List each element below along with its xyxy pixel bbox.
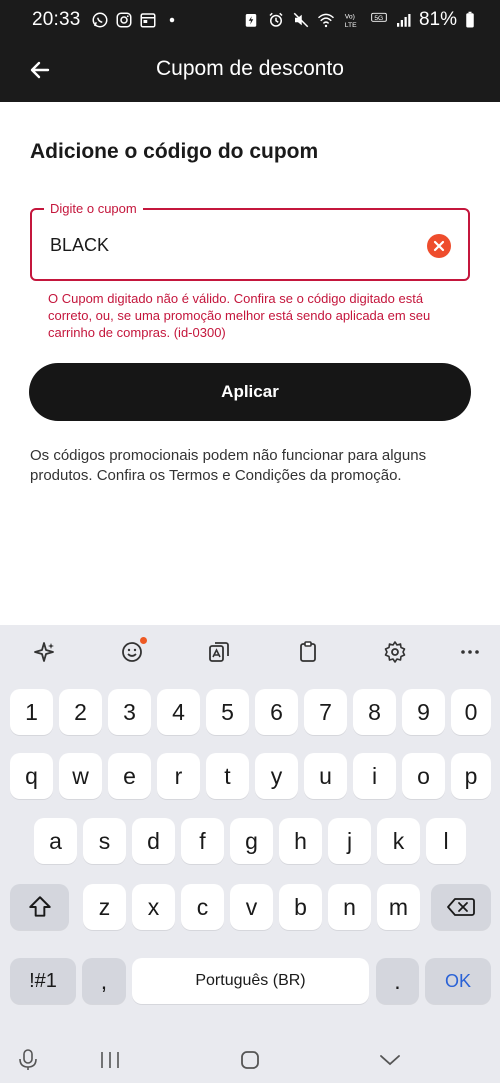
keyboard (0, 625, 500, 1038)
error-message: O Cupom digitado não é válido. Confira se o código digitado está correto, ou, se uma promoção melhor está sendo aplicada em seu carrinho de compras. (id-0300) (48, 291, 431, 340)
key-o[interactable]: o (402, 753, 445, 799)
sparkle-icon[interactable] (26, 634, 62, 670)
key-l[interactable]: l (426, 818, 466, 864)
key-7[interactable]: 7 (304, 689, 347, 735)
key-i[interactable]: i (353, 753, 396, 799)
key-j[interactable]: j (328, 818, 371, 864)
keyboard-toolbar (0, 625, 500, 679)
key-h[interactable]: h (279, 818, 322, 864)
status-time: 20:33 (32, 9, 81, 30)
home-icon[interactable] (230, 1044, 270, 1076)
key-s[interactable]: s (83, 818, 126, 864)
shift-key[interactable] (10, 884, 69, 930)
key-v[interactable]: v (230, 884, 273, 930)
whatsapp-icon (91, 11, 109, 29)
key-a[interactable]: a (34, 818, 77, 864)
svg-text:Vo): Vo) (344, 13, 355, 21)
back-down-icon[interactable] (370, 1044, 410, 1076)
key-0[interactable]: 0 (451, 689, 491, 735)
svg-text:LTE: LTE (344, 21, 357, 29)
key-e[interactable]: e (108, 753, 151, 799)
mic-icon[interactable] (8, 1044, 48, 1076)
key-g[interactable]: g (230, 818, 273, 864)
key-p[interactable]: p (451, 753, 491, 799)
clear-icon (433, 240, 445, 252)
info-text: Os códigos promocionais podem não funcionar para alguns produtos. Confira os Termos e Condições da promoção. (30, 447, 427, 484)
app-bar (0, 40, 500, 102)
clipboard-icon[interactable] (290, 634, 326, 670)
status-bar (0, 0, 500, 40)
key-u[interactable]: u (304, 753, 347, 799)
clear-button[interactable] (427, 234, 451, 258)
key-z[interactable]: z (83, 884, 126, 930)
symbols-key[interactable]: !#1 (10, 958, 76, 1004)
key-n[interactable]: n (328, 884, 371, 930)
key-d[interactable]: d (132, 818, 175, 864)
page-title: Cupom de desconto (156, 57, 344, 80)
key-1[interactable]: 1 (10, 689, 53, 735)
battery-percentage: 81% (418, 9, 457, 30)
enter-key[interactable]: OK (425, 958, 491, 1004)
backspace-key[interactable] (431, 884, 491, 930)
key-5[interactable]: 5 (206, 689, 249, 735)
more-icon[interactable] (452, 634, 488, 670)
navigation-bar (0, 1038, 500, 1083)
wifi-icon (317, 11, 335, 29)
top-bar (0, 0, 500, 102)
key-r[interactable]: r (157, 753, 200, 799)
calendar-icon (139, 11, 157, 29)
key-8[interactable]: 8 (353, 689, 396, 735)
coupon-input[interactable] (50, 235, 410, 256)
battery-icon (464, 11, 476, 29)
key-q[interactable]: q (10, 753, 53, 799)
settings-icon[interactable] (377, 634, 413, 670)
key-w[interactable]: w (59, 753, 102, 799)
volte-icon (342, 11, 364, 29)
recents-icon[interactable] (90, 1044, 130, 1076)
key-x[interactable]: x (132, 884, 175, 930)
apply-button[interactable]: Aplicar (29, 363, 471, 421)
key-c[interactable]: c (181, 884, 224, 930)
5g-icon (371, 11, 387, 29)
key-t[interactable]: t (206, 753, 249, 799)
comma-key[interactable]: , (82, 958, 126, 1004)
battery-saver-icon (242, 11, 260, 29)
backspace-icon (446, 895, 476, 919)
emoji-icon[interactable] (114, 634, 150, 670)
key-9[interactable]: 9 (402, 689, 445, 735)
key-f[interactable]: f (181, 818, 224, 864)
translate-icon[interactable] (201, 634, 237, 670)
section-title: Adicione o código do cupom (30, 140, 319, 163)
shift-icon (27, 894, 53, 920)
coupon-field[interactable] (30, 201, 470, 281)
dot-icon (163, 11, 181, 29)
svg-text:5G: 5G (374, 15, 384, 22)
key-6[interactable]: 6 (255, 689, 298, 735)
key-2[interactable]: 2 (59, 689, 102, 735)
signal-icon (394, 11, 412, 29)
notification-dot (140, 637, 147, 644)
key-4[interactable]: 4 (157, 689, 200, 735)
coupon-field-label: Digite o cupom (44, 201, 143, 216)
instagram-icon (115, 11, 133, 29)
mute-icon (292, 11, 310, 29)
period-key[interactable]: . (376, 958, 419, 1004)
key-b[interactable]: b (279, 884, 322, 930)
key-m[interactable]: m (377, 884, 420, 930)
alarm-icon (267, 11, 285, 29)
key-k[interactable]: k (377, 818, 420, 864)
key-y[interactable]: y (255, 753, 298, 799)
key-3[interactable]: 3 (108, 689, 151, 735)
space-key[interactable]: Português (BR) (132, 958, 369, 1004)
